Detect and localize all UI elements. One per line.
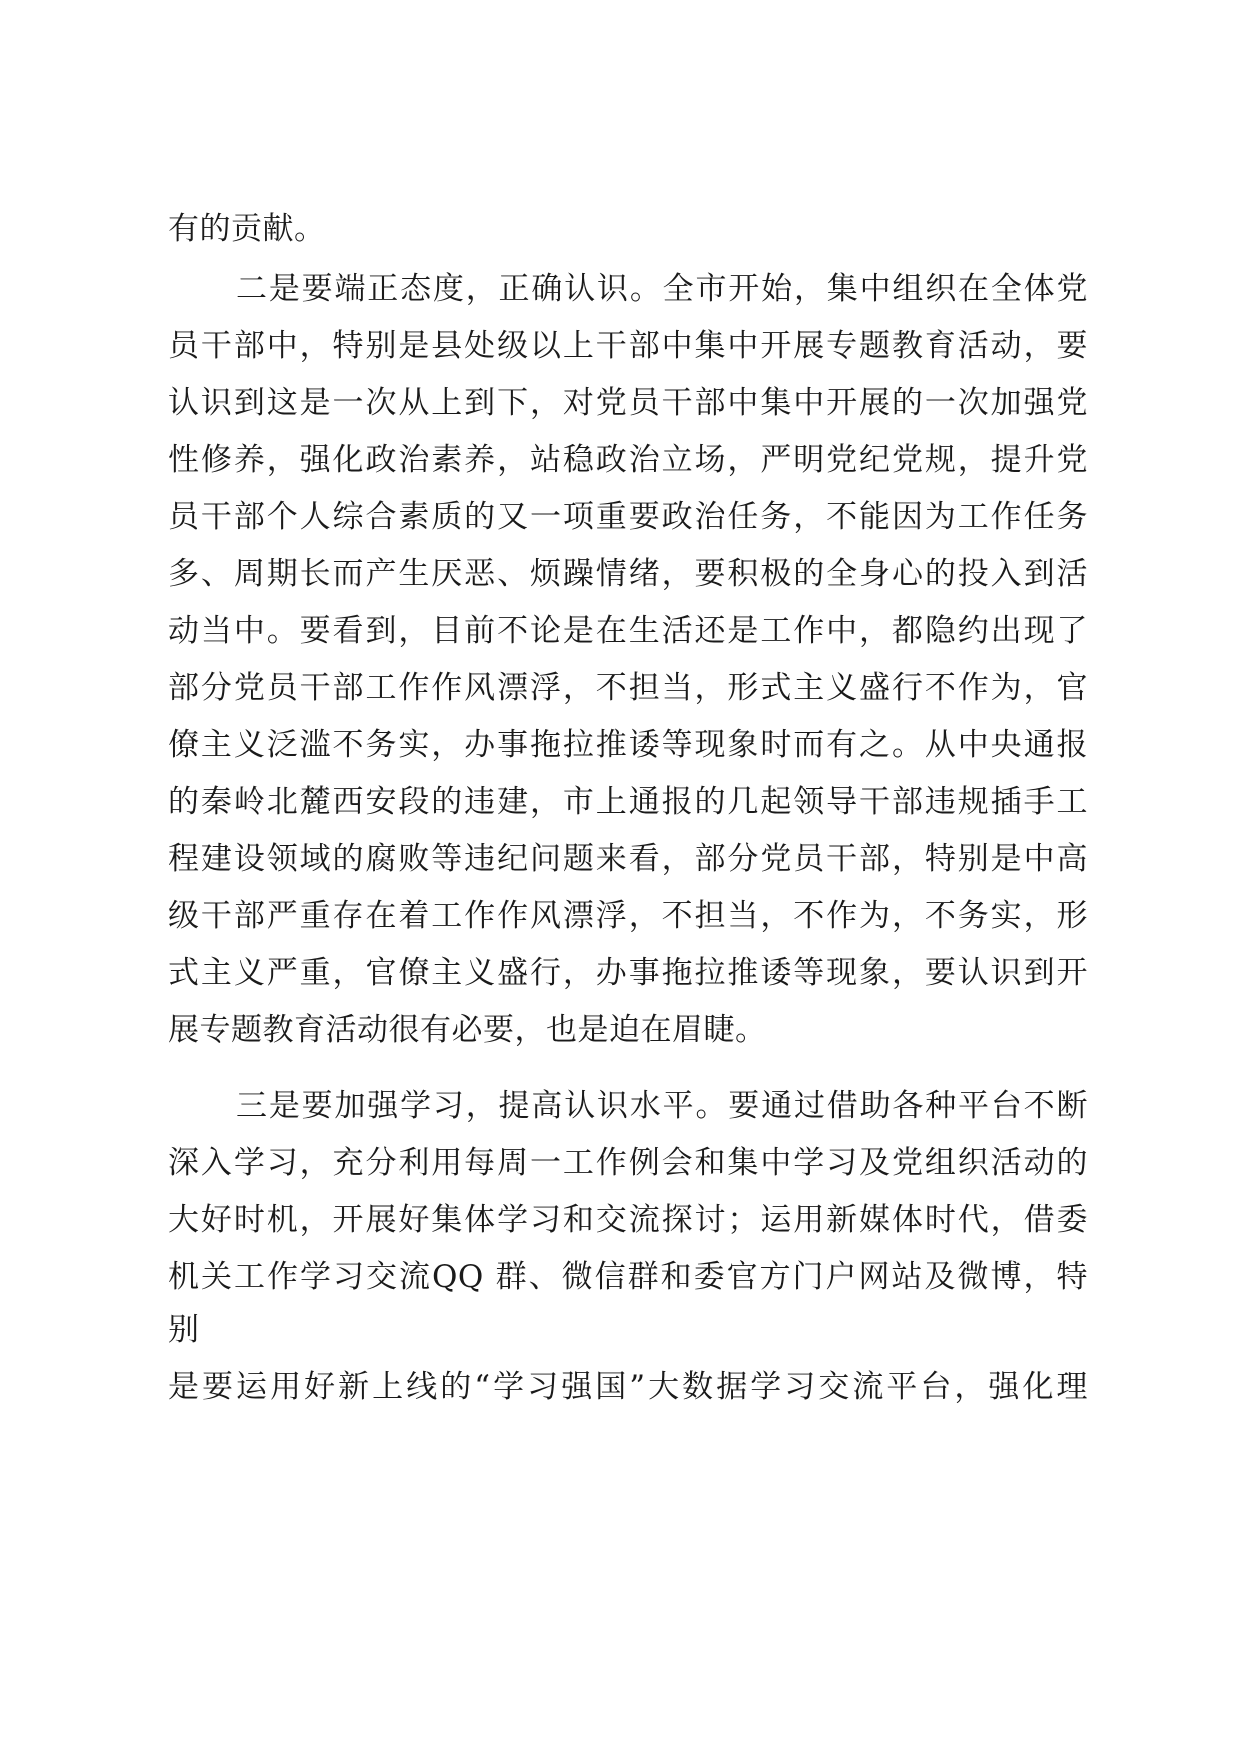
paragraph-3-start: 三是要加强学习，提高认识水平。要通过借助各种平台不断 <box>236 1088 1088 1124</box>
text-line: 程建设领域的腐败等违纪问题来看，部分党员干部，特别是中高 <box>168 841 1088 877</box>
text-line: 僚主义泛滥不务实，办事拖拉推诿等现象时而有之。从中央通报 <box>168 727 1088 763</box>
paragraph-2-start: 二是要端正态度，正确认识。全市开始，集中组织在全体党 <box>236 271 1088 307</box>
text-line: 大好时机，开展好集体学习和交流探讨；运用新媒体时代，借委 <box>168 1202 1088 1238</box>
text-line: 认识到这是一次从上到下，对党员干部中集中开展的一次加强党 <box>168 385 1088 421</box>
text-line: 有的贡献。 <box>168 211 326 247</box>
text-line: 性修养，强化政治素养，站稳政治立场，严明党纪党规，提升党 <box>168 442 1088 478</box>
text-line: 动当中。要看到，目前不论是在生活还是工作中，都隐约出现了 <box>168 613 1088 649</box>
text-line: 是要运用好新上线的“学习强国”大数据学习交流平台，强化理 <box>168 1369 1088 1405</box>
text-line: 别 <box>168 1312 200 1348</box>
text-line: 深入学习，充分利用每周一工作例会和集中学习及党组织活动的 <box>168 1145 1088 1181</box>
text-line: 部分党员干部工作作风漂浮，不担当，形式主义盛行不作为，官 <box>168 670 1088 706</box>
text-line: 机关工作学习交流QQ 群、微信群和委官方门户网站及微博，特 <box>168 1259 1088 1295</box>
text-line: 员干部个人综合素质的又一项重要政治任务，不能因为工作任务 <box>168 499 1088 535</box>
text-line: 的秦岭北麓西安段的违建，市上通报的几起领导干部违规插手工 <box>168 784 1088 820</box>
text-line: 展专题教育活动很有必要，也是迫在眉睫。 <box>168 1012 767 1048</box>
text-line: 员干部中，特别是县处级以上干部中集中开展专题教育活动，要 <box>168 328 1088 364</box>
text-line: 级干部严重存在着工作作风漂浮，不担当，不作为，不务实，形 <box>168 898 1088 934</box>
text-line: 式主义严重，官僚主义盛行，办事拖拉推诿等现象，要认识到开 <box>168 955 1088 991</box>
text-line: 多、周期长而产生厌恶、烦躁情绪，要积极的全身心的投入到活 <box>168 556 1088 592</box>
